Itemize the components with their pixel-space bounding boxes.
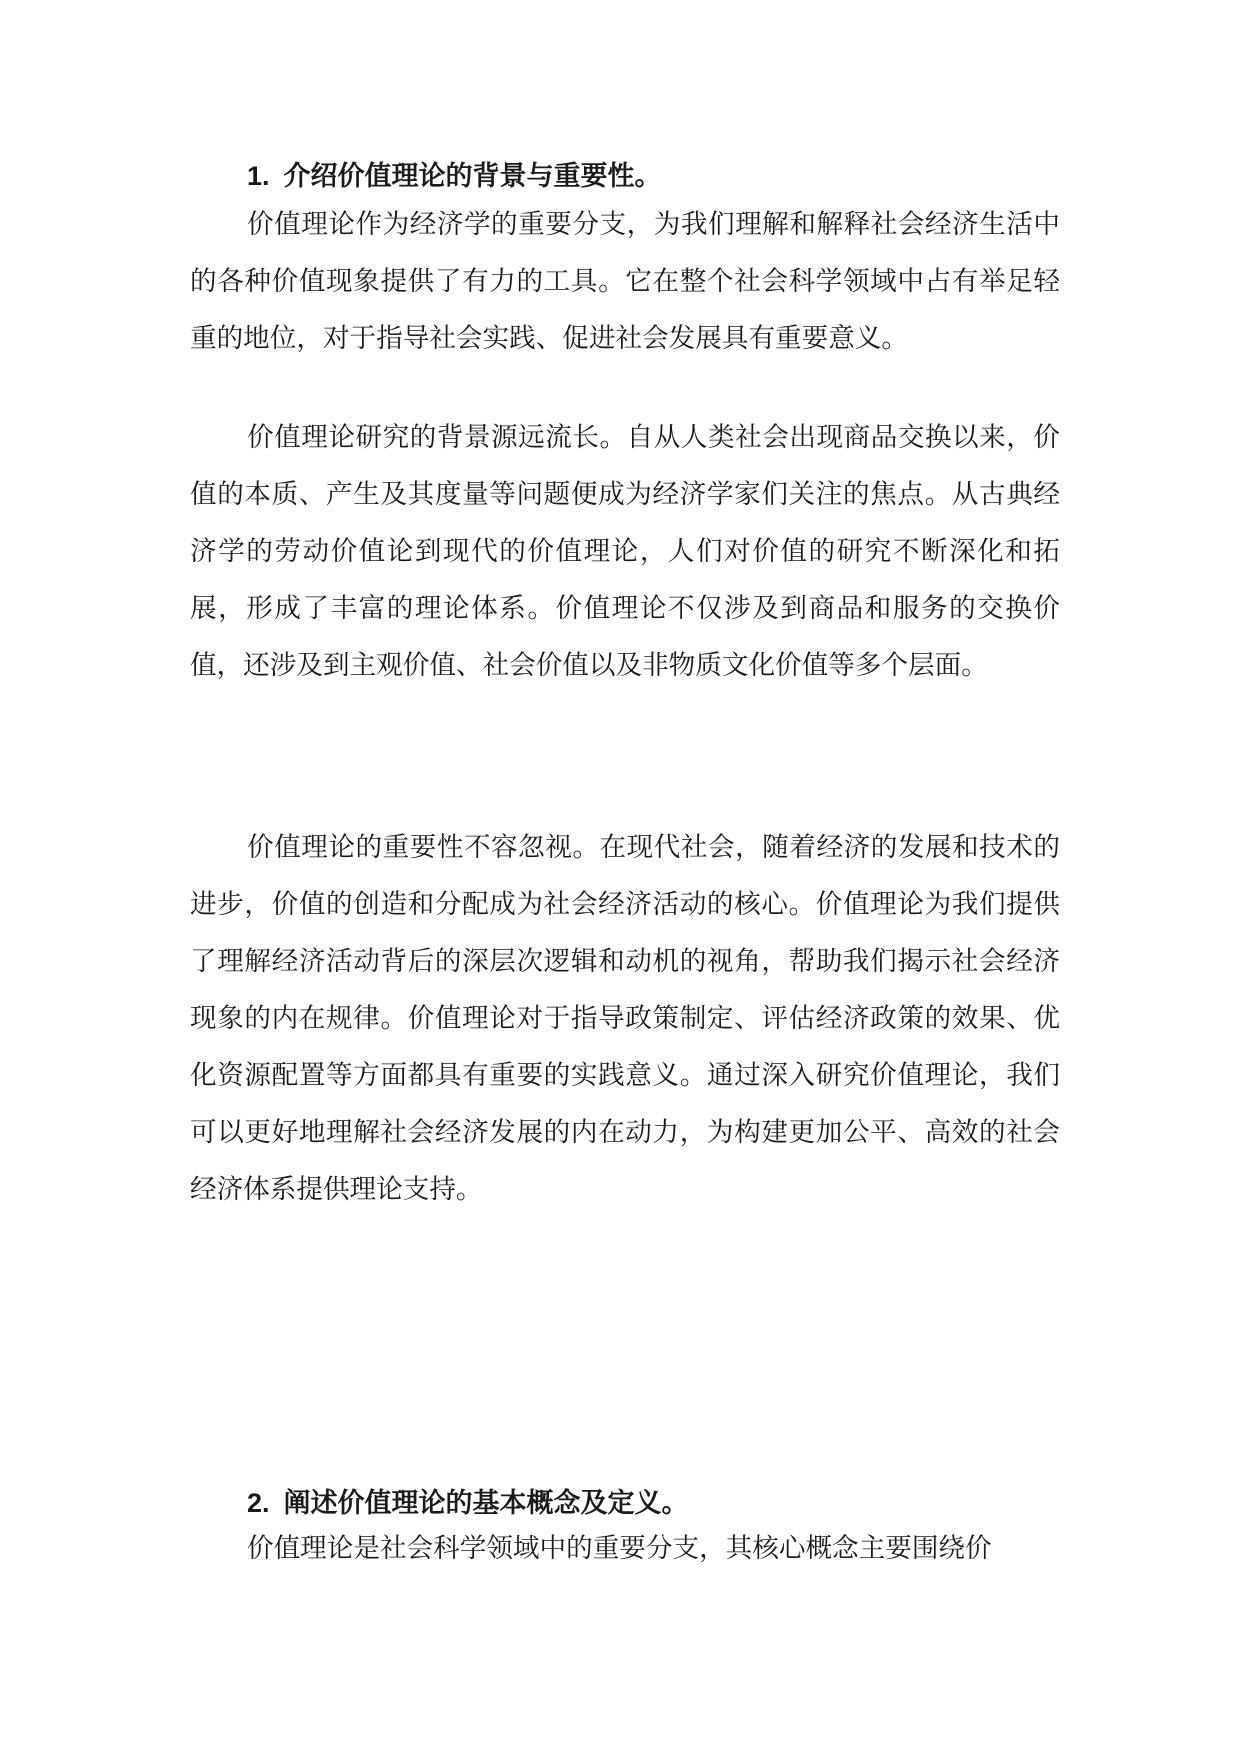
- paragraph-1: 价值理论作为经济学的重要分支，为我们理解和解释社会经济生活中的各种价值现象提供了有力的工具。它在整个社会科学领域中占有举足轻重的地位，对于指导社会实践、促进社会发展具有重要意义。: [190, 209, 1060, 354]
- section-number: 1.: [247, 161, 270, 191]
- paragraph-2: 价值理论研究的背景源远流长。自从人类社会出现商品交换以来，价值的本质、产生及其度量等问题便成为经济学家们关注的焦点。从古典经济学的劳动价值论到现代的价值理论，人们对价值的研究不断深化和拓展，形成了丰富的理论体系。价值理论不仅涉及到商品和服务的交换价值，还涉及到主观价值、社会价值以及非物质文化价值等多个层面。: [190, 422, 1060, 681]
- section-title: 介绍价值理论的背景与重要性。: [283, 161, 662, 192]
- paragraph-3: 价值理论的重要性不容忽视。在现代社会，随着经济的发展和技术的进步，价值的创造和分配成为社会经济活动的核心。价值理论为我们提供了理解经济活动背后的深层次逻辑和动机的视角，帮助我们揭示社会经济现象的内在规律。价值理论对于指导政策制定、评估经济政策的效果、优化资源配置等方面都具有重要的实践意义。通过深入研究价值理论，我们可以更好地理解社会经济发展的内在动力，为构建更加公平、高效的社会经济体系提供理论支持。: [190, 832, 1060, 1205]
- paragraph-4: 价值理论是社会科学领域中的重要分支，其核心概念主要围绕价: [247, 1533, 992, 1564]
- section-number: 2.: [247, 1488, 270, 1518]
- section-heading-2: [247, 1485, 1047, 1522]
- section-heading-1: [247, 158, 1047, 195]
- section-title: 阐述价值理论的基本概念及定义。: [283, 1488, 689, 1519]
